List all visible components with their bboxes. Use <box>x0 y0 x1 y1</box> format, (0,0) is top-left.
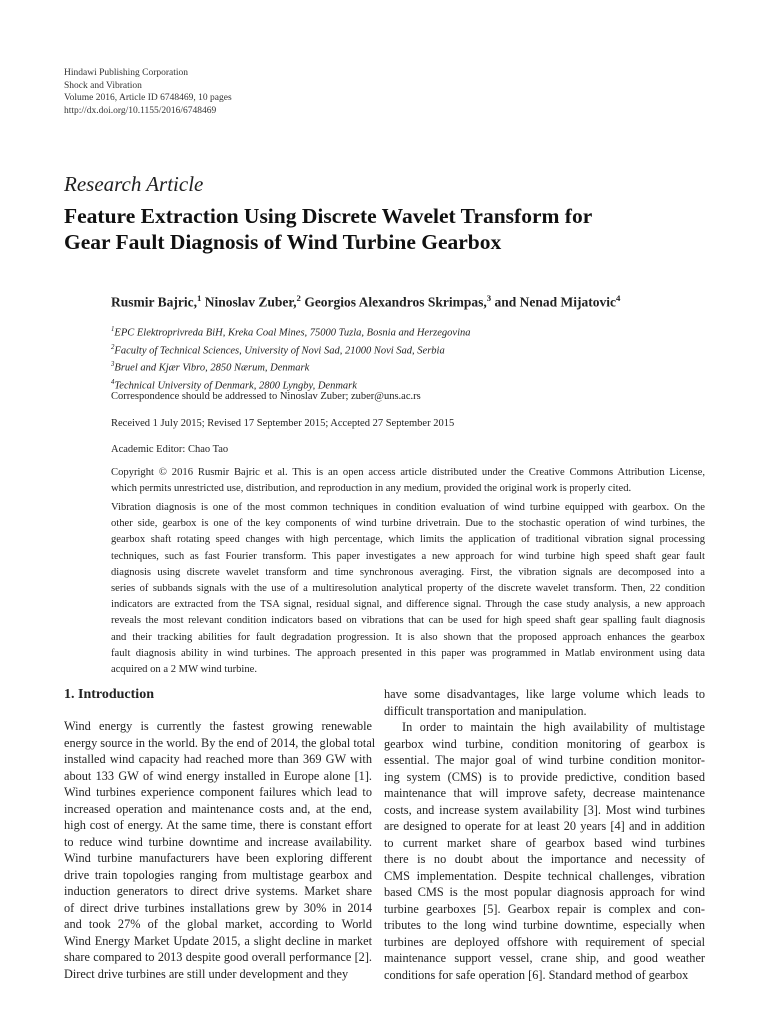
affiliation: $^1$EPC Elektroprivreda BiH, Kreka Coal Mines, 75000 Tuzla, Bosnia and Herzegovina <box>111 326 471 339</box>
text-line: Direct drive turbines are still under development and they <box>64 966 349 981</box>
affiliation: $^4$Technical University of Denmark, 2800 Lyngby, Denmark <box>111 378 357 391</box>
text-line: installed wind capacity had reached more than 369 GW with <box>64 752 372 766</box>
volume-info: Volume 2016, Article ID 6748469, 10 pages <box>64 93 232 104</box>
text-line: increased operation and maintenance costs and, at the end, <box>64 801 372 816</box>
text-line: diagnosis using discrete wavelet transform and time synchronous averaging. First, the vibration signals are decomposed into a <box>111 566 705 578</box>
right-column-text <box>384 686 705 983</box>
doi-link[interactable]: http://dx.doi.org/10.1155/2016/6748469 <box>64 105 217 116</box>
text-line: high cost of energy. At the same time, there is constant effort <box>64 818 372 832</box>
journal-header <box>64 67 232 117</box>
text-line: acquired on a 2 MW wind turbine. <box>111 664 258 676</box>
section-heading: 1. Introduction <box>64 687 154 702</box>
text-line: maintenance that will improve safety, decrease maintenance <box>384 786 705 800</box>
text-line: costs, and increase system availability [3]. Most wind turbines <box>384 802 705 817</box>
correspondence: Correspondence should be addressed to Ninoslav Zuber; zuber@uns.ac.rs <box>111 391 421 402</box>
text-line: maintenance support vessel, crane ship, and good weather <box>384 951 705 965</box>
author: Rusmir Bajric, <box>111 294 197 310</box>
copyright-notice: Copyright © 2016 Rusmir Bajric et al. This is an open access article distributed under the Creative Commons Attribution License, which permits unrestricted use, distribution, and reproduction in any medium, provided the original work is properly cited. <box>111 467 705 495</box>
text-line: gearbox shaft rotating speed changes with high percentage, which limits the application of traditional vibration signal processing <box>111 534 705 546</box>
text-line: difficult transportation and manipulation. <box>384 703 587 718</box>
text-line: other side, gearbox is one of the key components of wind turbine drivetrain. Due to the stochastic operation of wind turbines, the <box>111 518 705 530</box>
article-type: Research Article <box>64 172 204 196</box>
text-line: to reduce wind turbine downtime and increase availability. <box>64 834 372 849</box>
author: Ninoslav Zuber, <box>201 294 297 310</box>
text-line: Vibration diagnosis is one of the most common techniques in condition evaluation of wind turbine equipped with gearbox. On the <box>111 502 705 513</box>
text-line: based CMS is the most popular diagnosis approach for wind <box>384 885 705 899</box>
text-line: Wind turbine manufacturers have been exploring different <box>64 851 372 865</box>
author-sup: 3 <box>486 293 492 303</box>
title-line: Gear Fault Diagnosis of Wind Turbine Gearbox <box>64 230 502 254</box>
journal-name: Shock and Vibration <box>64 80 142 91</box>
text-line: turbines are deployed offshore with requirement of special <box>384 934 705 949</box>
author-sup: 2 <box>296 293 301 303</box>
author: and Nenad Mijatovic <box>491 294 616 310</box>
author-sup: 1 <box>197 293 202 303</box>
text-line: there is no doubt about the importance and necessity of <box>384 852 705 866</box>
affiliations <box>111 323 471 393</box>
dates: Received 1 July 2015; Revised 17 September 2015; Accepted 27 September 2015 <box>111 418 455 429</box>
text-line: to current market share of gearbox based wind turbines <box>384 835 705 850</box>
text-line: fault diagnosis ability in wind turbines. The approach presented in this paper was programmed in Matlab environment using data <box>111 647 705 659</box>
text-line: share compared to 2013 despite good overall performance [2]. <box>64 950 372 964</box>
text-line: and took 27% of the global market, according to World <box>64 917 372 931</box>
text-line: induction generators to direct drive systems. Market share <box>64 884 372 898</box>
text-line: about 133 GW of wind energy installed in Europe alone [1]. <box>64 768 372 783</box>
text-line: reveals the most relevant condition indicators based on vibrations that can be used for high speed shaft gear spalling fault diagnosis <box>111 615 705 627</box>
abstract <box>111 500 705 678</box>
affiliation: $^3$Bruel and Kjær Vibro, 2850 Nærum, Denmark <box>111 361 310 374</box>
text-line: Wind turbines experience component failures which lead to <box>64 785 372 799</box>
academic-editor: Academic Editor: Chao Tao <box>111 444 229 455</box>
left-column-text <box>64 718 376 982</box>
text-line: In order to maintain the high availability of multistage <box>402 720 705 734</box>
affiliation: $^2$Faculty of Technical Sciences, University of Novi Sad, 21000 Novi Sad, Serbia <box>111 343 445 356</box>
text-line: series of subbands signals with the use of a multiresolution analytical property of the discrete wavelet transform. Then, 22 condition <box>111 583 705 595</box>
text-line: gearbox wind turbine, condition monitoring of gearbox is <box>384 736 705 751</box>
title-line: Feature Extraction Using Discrete Wavelet Transform for <box>64 204 593 228</box>
author-list <box>111 293 620 311</box>
text-line: and their tracking abilities for fault degradation progression. It is also shown that the proposed approach enhances the gearbox <box>111 631 705 643</box>
text-line: Wind Energy Market Update 2015, a slight decline in market <box>64 933 372 948</box>
text-line: Wind energy is currently the fastest growing renewable <box>64 719 372 733</box>
paper-title <box>64 203 592 255</box>
text-line: CMS implementation. Despite technical challenges, vibration <box>384 868 705 883</box>
text-line: ing system (CMS) is to provide predictive, condition based <box>384 769 705 784</box>
text-line: have some disadvantages, like large volume which leads to <box>384 687 705 701</box>
text-line: are designed to operate for at least 20 years [4] and in addition <box>384 819 705 833</box>
text-line: techniques, such as fast Fourier transform. This paper investigates a new approach for wind turbine high speed shaft gear fault <box>111 550 705 562</box>
text-line: drive train topologies ranging from multistage gearbox and <box>64 867 372 882</box>
text-line: tributes to the long wind turbine downtime, especially when <box>384 918 705 932</box>
text-line: of direct drive turbines installations grew by 30% in 2014 <box>64 900 372 915</box>
publisher: Hindawi Publishing Corporation <box>64 68 189 78</box>
author-sup: 4 <box>615 293 621 303</box>
text-line: turbine gearboxes [5]. Gearbox repair is complex and con- <box>384 901 705 916</box>
author: Georgios Alexandros Skrimpas, <box>300 294 487 310</box>
text-line: energy source in the world. By the end of 2014, the global total <box>64 735 376 750</box>
text-line: indicators are extracted from the TSA signal, residual signal, and difference signal. Through the case study analysis, a new approach <box>111 599 705 611</box>
text-line: essential. The major goal of wind turbine condition monitor- <box>384 753 705 767</box>
text-line: conditions for safe operation [6]. Standard method of gearbox <box>384 967 689 982</box>
